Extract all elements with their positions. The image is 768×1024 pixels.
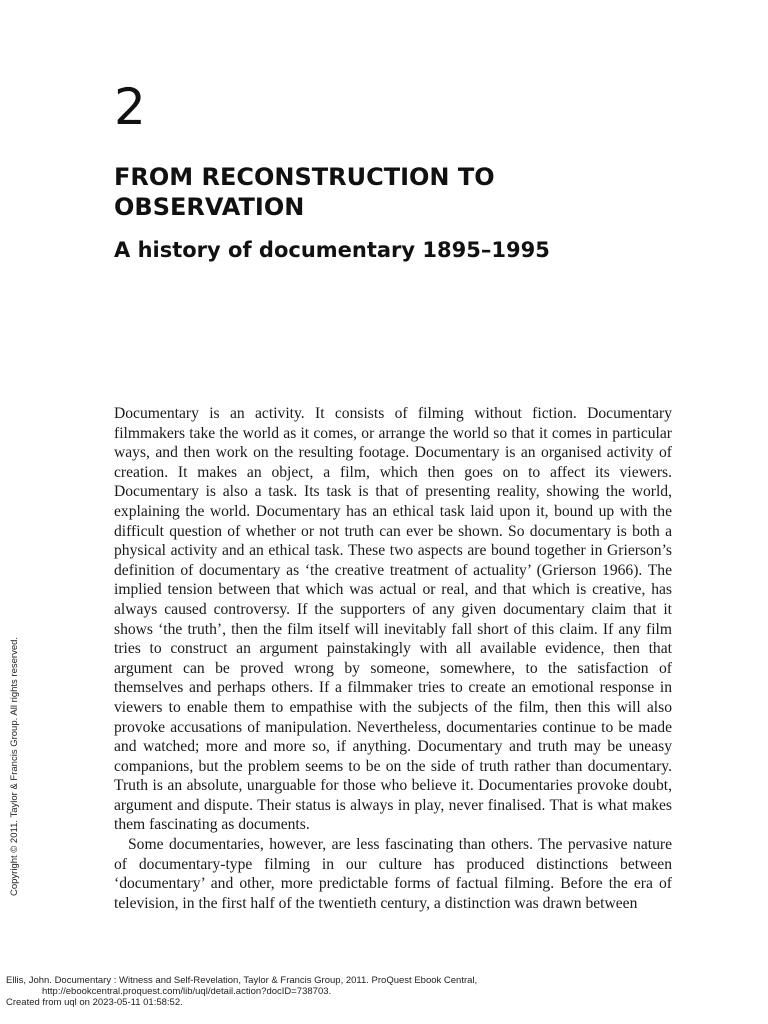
chapter-title: FROM RECONSTRUCTION TO OBSERVATION <box>114 163 495 221</box>
citation-footer <box>6 975 746 1008</box>
citation-link[interactable]: http://ebookcentral.proquest.com/lib/uql/detail.action?docID=738703. <box>42 986 332 997</box>
citation-line: Ellis, John. Documentary : Witness and Self-Revelation, Taylor & Francis Group, 2011. ProQuest Ebook Central, <box>6 975 478 986</box>
copyright-notice: Copyright © 2011. Taylor & Francis Group. All rights reserved. <box>9 636 20 896</box>
paragraph: Documentary is an activity. It consists of filming without fiction. Documentary filmmakers take the world as it comes, or arrange the world so that it comes in particular ways, and then work on the resulting footage. Documentary is an organised activity of creation. It makes an object, a film, which then goes on to affect its viewers. Documentary is also a task. Its task is that of presenting reality, showing the world, explaining the world. Documentary has an ethical task laid upon it, bound up with the difficult question of whether or not truth can ever be shown. So documentary is both a physical activity and an ethical task. These two aspects are bound together in Grierson’s definition of documentary as ‘the creative treatment of actuality’ (Grierson 1966). The implied tension between that which was actual or real, and that which is creative, has always caused controversy. If the supporters of any given documentary claim that it shows ‘the truth’, then the film itself will inevitably fall short of this claim. If any film tries to construct an argument painstakingly with all available evidence, then that argument can be proved wrong by someone, somewhere, to the satisfaction of themselves and perhaps others. If a filmmaker tries to create an emotional response in viewers to enable them to empathise with the subjects of the film, then this will also provoke accusations of manipulation. Nevertheless, documentaries continue to be made and watched; more and more so, if anything. Documentary and truth may be uneasy companions, but the problem seems to be on the side of truth rather than documentary. Truth is an absolute, unarguable for those who believe it. Documentaries provoke doubt, argument and dispute. Their status is always in play, never finalised. That is what makes them fascinating as documents. <box>114 405 672 834</box>
body-text <box>114 404 672 913</box>
chapter-subtitle: A history of documentary 1895–1995 <box>114 238 550 262</box>
citation-created: Created from uql on 2023-05-11 01:58:52. <box>6 997 183 1008</box>
paragraph: Some documentaries, however, are less fascinating than others. The pervasive nature of documentary-type filming in our culture has produced distinctions between ‘documentary’ and other, more predictable forms of factual filming. Before the era of television, in the first half of the twentieth century, a distinction was drawn between <box>114 836 672 912</box>
chapter-number: 2 <box>114 78 146 136</box>
